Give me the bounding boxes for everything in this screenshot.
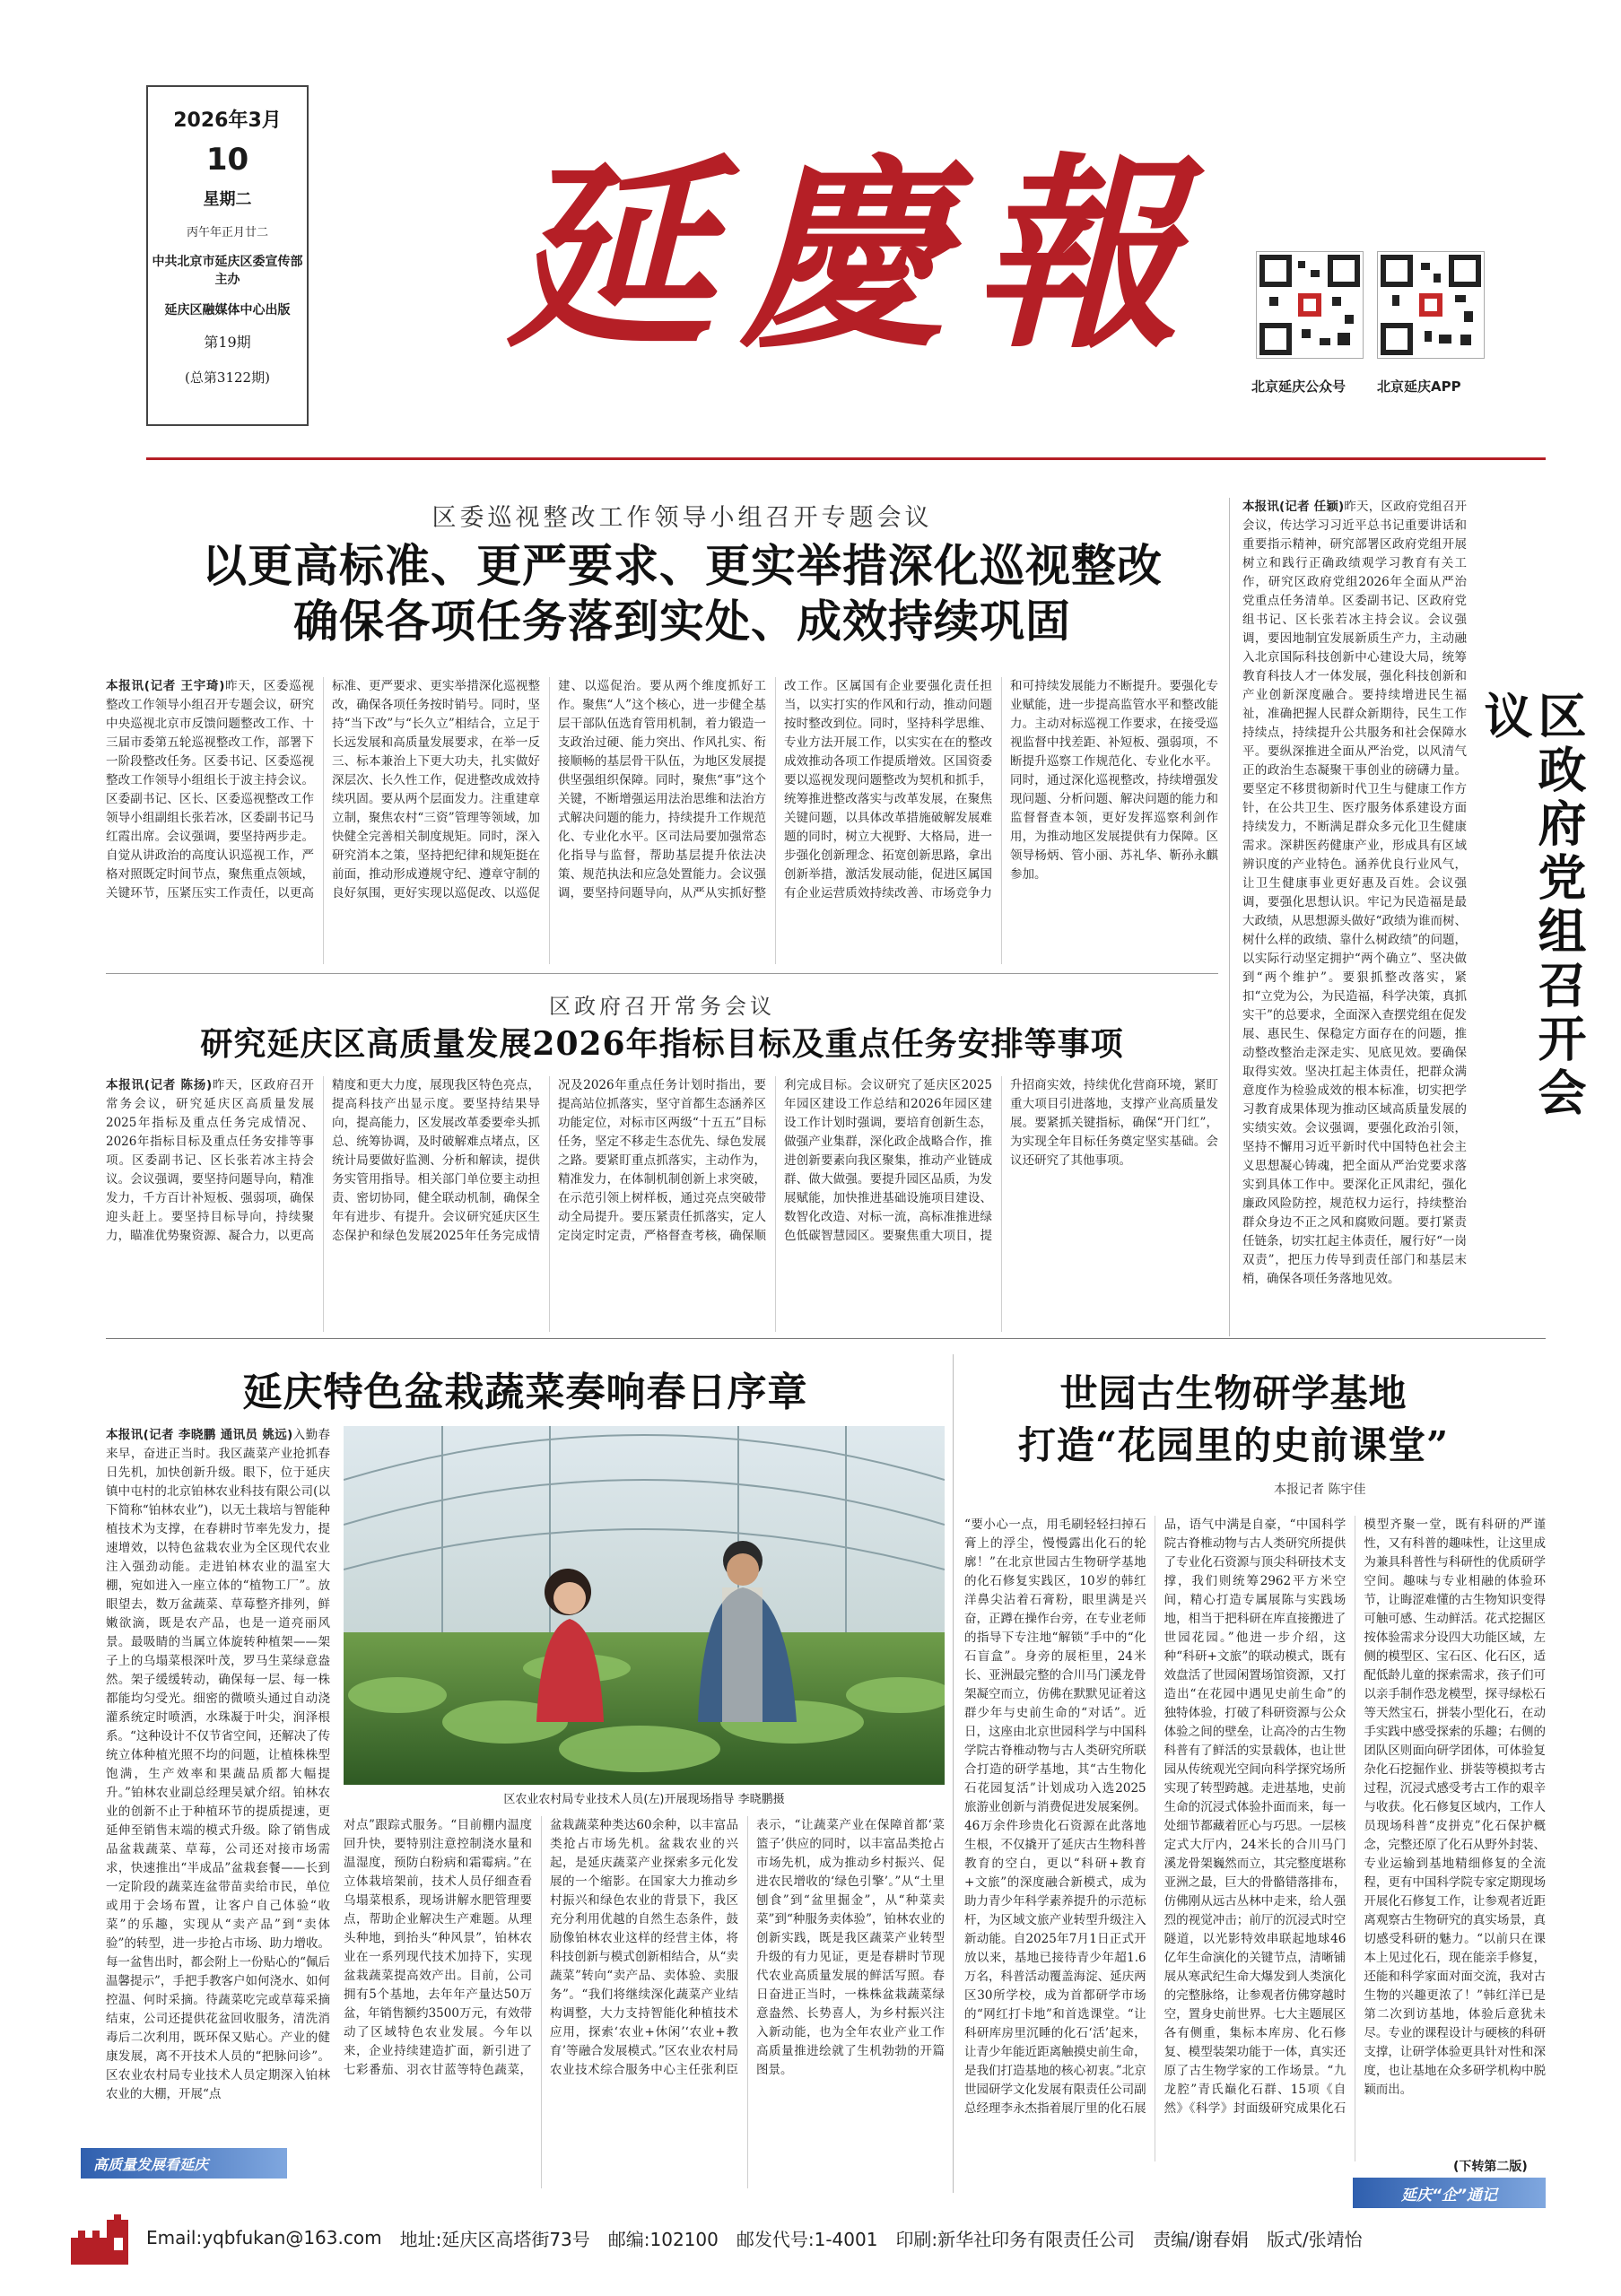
article4-byline: 本报讯(记者 李晓鹏 通讯员 姚远) xyxy=(106,1428,293,1442)
date-weekday: 星期二 xyxy=(203,190,252,209)
footer-distribution-code: 邮发代号:1-4001 xyxy=(736,2228,878,2250)
masthead-rule xyxy=(146,457,1546,460)
column-divider xyxy=(1229,498,1230,1336)
issue-number: 第19期 xyxy=(204,334,251,351)
article2-text: 昨天，区政府召开常务会议，研究延庆区高质量发展2025年指标及重点任务完成情况、2026年指标目标及重点任务安排等事项。区委副书记、区长张若冰主持会议。会议强调，要坚持问题导向，精准发力，千方百计补短板、强弱项，确保迎头赶上。要坚持目标导向，持续聚力，瞄准优势聚资源、凝合力，以更高精度和更大力度，展现我区特色亮点，提高科技产出显示度。要坚持结果导向，提高能力，区发展改革委要牵头抓总、统筹协调，及时破解难点堵点，区统计局要做好监测、分析和解读，提供务实管用指导。相关部门单位要主动担责、密切协同，健全联动机制，确保全年有进步、有提升。会议研究延庆区生态保护和绿色发展2025年任务完成情况及2026年重点任务计划时指出，要提高站位抓落实，坚守首都生态涵养区功能定位，对标市区两级“十五五”目标任务，坚定不移走生态优先、绿色发展之路。要紧盯重点抓落实，主动作为，精准发力，在体制机制创新上求突破，在示范引领上树样板，通过亮点突破带动全局提升。要压紧责任抓落实，定人定岗定时定责，严格督查考核，确保顺利完成目标。会议研究了延庆区2025年园区建设工作总结和2026年园区建设工作计划时强调，要培育创新生态，做强产业集群，深化政企战略合作，推进创新要素向我区聚集，推动产业链成群、做大做强。要提升园区品质，为发展赋能，加快推进基础设施项目建设、数智化改造、对标一流，高标准推进绿色低碳智慧园区。要聚焦重大项目，提升招商实效，持续优化营商环境，紧盯重大项目引进落地，支撑产业高质量发展。要紧抓关键指标，确保“开门红”，为实现全年目标任务奠定坚实基础。会议还研究了其他事项。 xyxy=(106,1078,1218,1243)
column-divider xyxy=(953,1354,954,2193)
qr-code-wechat[interactable] xyxy=(1256,251,1364,359)
total-issue-number: (总第3122期) xyxy=(185,370,270,386)
banner-left-text: 高质量发展看延庆 xyxy=(93,2155,209,2173)
date-lunar: 丙午年正月廿二 xyxy=(186,226,268,239)
article3-byline: 本报讯(记者 任颖) xyxy=(1242,500,1345,514)
footer xyxy=(146,2211,1546,2265)
publisher: 延庆区融媒体中心出版 xyxy=(164,303,291,317)
article1-headline-line2: 确保各项任务落到实处、成效持续巩固 xyxy=(293,595,1071,648)
date-box xyxy=(146,85,309,426)
footer-address: 地址:延庆区高塔街73号 xyxy=(399,2228,590,2250)
sponsor: 中共北京市延庆区委宣传部主办 xyxy=(152,255,303,287)
banner-enterprise xyxy=(1353,2178,1546,2208)
banner-right-text: 延庆“企”通记 xyxy=(1401,2186,1497,2205)
qr-label-app: 北京延庆APP xyxy=(1377,378,1461,395)
footer-email[interactable]: Email:yqbfukan@163.com xyxy=(146,2227,382,2248)
article1-text: 昨天，区委巡视整改工作领导小组召开专题会议，研究中央巡视北京市反馈问题整改工作、十三届市委第五轮巡视整改工作，部署下一阶段整改任务。区委书记、区委巡视整改工作领导小组组长于波主持会议。区委副书记、区长、区委巡视整改工作领导小组副组长张若冰，区委副书记马红霞出席。会议强调，要坚持两步走。自觉从讲政治的高度认识巡视工作，严格对照既定时间节点，聚焦重点领域，关键环节，压紧压实工作责任，以更高标准、更严要求、更实举措深化巡视整改，确保各项任务按时销号。同时，坚持“当下改”与“长久立”相结合，立足于长远发展和高质量发展要求，在举一反三、标本兼治上下更大功夫，扎实做好深层次、长久性工作，促进整改成效持续巩固。要从两个层面发力。注重建章立制，聚焦农村“三资”管理等领域，加快健全完善相关制度规矩。同时，深入研究消本之策，坚持把纪律和规矩挺在前面，推动形成遵规守纪、遵章守制的良好氛围，更好实现以巡促改、以巡促建、以巡促治。要从两个维度抓好工作。聚焦“人”这个核心，进一步健全基层干部队伍选育管用机制，着力锻造一支政治过硬、能力突出、作风扎实、衔接顺畅的基层骨干队伍，为地区发展提供坚强组织保障。同时，聚焦“事”这个关键，不断增强运用法治思维和法治方式解决问题的能力，持续提升工作规范化、专业化水平。区司法局要加强常态化指导与监督，帮助基层提升依法决策、规范执法和应急处置能力。会议强调，要坚持问题导向，从严从实抓好整改工作。区属国有企业要强化责任担当，以实打实的作风和行动，推动问题按时整改到位。同时，坚持科学思维、专业方法开展工作，以实实在在的整改成效推动各项工作提质增效。区国资委要以巡视发现问题整改为契机和抓手，统筹推进整改落实与改革发展，在聚焦关键问题，以具体改革措施破解发展难题的同时，树立大视野、大格局，进一步强化创新理念、拓宽创新思路，拿出创新举措，激活发展动能，促进区属国有企业运营质效持续改善、市场竞争力和可持续发展能力不断提升。要强化专业赋能，进一步提高监管水平和整改能力。主动对标巡视工作要求，在接受巡视监督中找差距、补短板、强弱项，不断提升巡察工作规范化、专业化水平。同时，通过深化巡视整改，持续增强发现问题、分析问题、解决问题的能力和监督督查本领，更好发挥巡察利剑作用，为推动地区发展提供有力保障。区领导杨炳、管小丽、苏礼华、靳孙永麒参加。 xyxy=(106,679,1218,900)
footer-printer: 印刷:新华社印务有限责任公司 xyxy=(895,2228,1136,2250)
article5-headline-line1: 世园古生物研学基地 xyxy=(1059,1371,1407,1415)
date-day: 10 xyxy=(205,142,249,178)
article2-headline: 研究延庆区高质量发展2026年指标目标及重点任务安排等事项 xyxy=(200,1025,1124,1063)
article2-body xyxy=(106,1076,1218,1332)
divider xyxy=(106,1338,1546,1339)
article4-body-left xyxy=(106,1426,330,2139)
article4-text-right: 对点”跟踪式服务。“目前棚内温度回升快，要特别注意控制浇水量和温湿度，预防白粉病和霜霉病。”在立体栽培架前，技术人员仔细查看乌塌菜根系，现场讲解水肥管理要点，帮助企业解决生产难题。从理头种地，到抬头“种风景”，铂林农业在一系列现代技术加持下，实现盆栽蔬菜提高效产出。目前，公司拥有5个基地，去年年产量达50万盆，年销售额约3500万元，有效带动了区域特色农业发展。今年以来，企业持续建造扩面，新引进了七彩番茄、羽衣甘蓝等特色蔬菜，盆栽蔬菜种类达60余种，以丰富品类抢占市场先机。盆栽农业的兴起，是延庆蔬菜产业探索多元化发展的一个缩影。在国家大力推动乡村振兴和绿色农业的背景下，我区充分利用优越的自然生态条件，鼓励像铂林农业这样的经营主体，将科技创新与模式创新相结合，从“卖蔬菜”转向“卖产品、卖体验、卖服务”。“我们将继续深化蔬菜产业结构调整，大力支持智能化种植技术应用，探索‘农业+休闲’‘农业+教育’等融合发展模式。”区农业农村局农业技术综合服务中心主任张利臣表示，“让蔬菜产业在保障首都‘菜篮子’供应的同时，以丰富品类抢占市场先机，成为推动乡村振兴、促进农民增收的‘绿色引擎’。”从“土里刨食”到“盆里掘金”，从“种菜卖菜”到“种服务卖体验”，铂林农业的创新实践，既是我区蔬菜产业转型升级的有力见证，更是春耕时节现代农业高质量发展的鲜活写照。春日奋进正当时，一株株盆栽蔬菜绿意盎然、长势喜人，为乡村振兴注入新动能，也为全年农业产业工作高质量推进绘就了生机勃勃的开篇图景。 xyxy=(344,1818,945,2077)
article2-byline: 本报讯(记者 陈扬) xyxy=(106,1078,213,1092)
article3-body xyxy=(1242,498,1467,1336)
article5-headline xyxy=(964,1368,1503,1472)
article5-byline: 本报记者 陈宇佳 xyxy=(1274,1483,1366,1497)
article4-text-left: 入勤春来早，奋进正当时。我区蔬菜产业抢抓春日先机，加快创新升级。眼下，位于延庆镇中屯村的北京铂林农业科技有限公司(以下简称“铂林农业”)，以无土栽培与智能种植技术为支撑，在春耕时节率先发力，提速增效，以特色盆栽农业为全区现代农业注入强劲动能。走进铂林农业的温室大棚，宛如进入一座立体的“植物工厂”。放眼望去，数万盆蔬菜、草莓整齐排列，鲜嫩欲滴，既是农产品，也是一道亮丽风景。最吸睛的当属立体旋转种植架——架子上的乌塌菜根深叶茂，罗马生菜绿意盎然。架子缓缓转动，确保每一层、每一株都能均匀受光。细密的微喷头通过自动浇灌系统定时喷洒，水珠凝于叶尖，润泽根系。“这种设计不仅节省空间，还解决了传统立体种植光照不均的问题，让植株株型饱满，生产效率和果蔬品质都大幅提升。”铂林农业副总经理吴斌介绍。铂林农业的创新不止于种植环节的提质提速，更延伸至销售末端的模式升级。除了销售成品盆栽蔬菜、草莓，公司还对接市场需求，快速推出“半成品”盆栽套餐——长到一定阶段的蔬菜连盆带苗卖给市民，单位或用于会场布置，让客户自己体验“收菜”的乐趣，实现从“卖产品”到“卖体验”的转型，进一步抢占市场、助力增收。每一盆售出时，都会附上一份贴心的“佩后温馨提示”，手把手教客户如何浇水、如何控温、何时采摘。待蔬菜吃完或草莓采摘结束，公司还提供花盆回收服务，清洗消毒后二次利用，既环保又贴心。产业的健康发展，离不开技术人员的“把脉问诊”。区农业农村局专业技术人员定期深入铂林农业的大棚，开展“点 xyxy=(106,1428,330,2101)
article1-byline: 本报讯(记者 王宇琦) xyxy=(106,679,225,693)
qr-code-app[interactable] xyxy=(1377,251,1485,359)
date-year-month: 2026年3月 xyxy=(173,109,282,132)
newspaper-logo xyxy=(444,135,1269,368)
article5-headline-line2: 打造“花园里的史前课堂” xyxy=(1017,1423,1450,1467)
article3-text: 昨天，区政府党组召开会议，传达学习习近平总书记重要讲话和重要指示精神，研究部署区政府党组开展树立和践行正确政绩观学习教育有关工作，研究区政府党组2026年全面从严治党重点任务清单。区委副书记、区政府党组书记、区长张若冰主持会议。会议强调，要因地制宜发展新质生产力，主动融入北京国际科技创新中心建设大局，统筹教育科技人才一体发展，强化科技创新和产业创新深度融合。要持续增进民生福祉，准确把握人民群众新期待，民生工作持续点，持续提升公共服务和社会保障水平。要纵深推进全面从严治党，以风清气正的政治生态凝聚干事创业的磅礴力量。要坚定不移贯彻新时代卫生与健康工作方针，在公共卫生、医疗服务体系建设方面持续发力，不断满足群众多元化卫生健康需求。深耕医药健康产业，形成具有区域辨识度的产业特色。涵养优良行业风气，让卫生健康事业更好惠及百姓。会议强调，要强化思想认识。牢记为民造福是最大政绩，从思想源头做好“政绩为谁而树、树什么样的政绩、靠什么树政绩”的问题，以实际行动坚定拥护“两个确立”、坚决做到“两个维护”。要狠抓整改落实，紧扣“立党为公，为民造福，科学决策，真抓实干”的总要求，全面深入查摆党组在促发展、惠民生、保稳定方面存在的问题，推动整改整治走深走实、见底见效。要确保取得实效。坚决扛起主体责任，把群众满意度作为检验成效的根本标准，切实把学习教育成果体现为推动区域高质量发展的实绩实效。会议强调，要强化政治引领，坚持不懈用习近平新时代中国特色社会主义思想凝心铸魂，把全面从严治党要求落实到具体工作中。要深化正风肃纪，强化廉政风险防控，规范权力运行，持续整治群众身边不正之风和腐败问题。要打紧责任链条，切实扛起主体责任，履行好“一岗双责”，把压力传导到责任部门和基层末梢，确保各项任务落地见效。 xyxy=(1242,500,1467,1286)
article4-headline: 延庆特色盆栽蔬菜奏响春日序章 xyxy=(242,1370,808,1415)
article5-text: “要小心一点，用毛刷轻轻扫掉石膏上的浮尘，慢慢露出化石的轮廓！”在北京世园古生物研学基地的化石修复实践区，10岁的韩红洋鼻尖沾着石膏粉，眼里满是兴奋，正蹲在操作台旁，在专业老师的指导下专注地“解锁”手中的“化石盲盒”。身旁的展柜里，24米长、亚洲最完整的合川马门溪龙骨架凝空而立，仿佛在默默见证着这群少年与史前生命的“对话”。近日，这座由北京世园科学与中国科学院古脊椎动物与古人类研究所联合打造的研学基地，其“古生物化石花园复活”计划成功入选2025旅游业创新与消费促进发展案例。46万余件珍贵化石资源在此落地生根，不仅撬开了延庆古生物科普教育的空白，更以“科研+教育+文旅”的深度融合新模式，成为助力青少年科学素养提升的示范标杆，为区域文旅产业转型升级注入新动能。自2025年7月1日正式开放以来，基地已接待青少年超1.6万名，科普活动覆盖海淀、延庆两区30所学校，成为首都研学市场的“网红打卡地”和首选课堂。“让科研库房里沉睡的化石‘活’起来，让青少年能近距离触摸史前生命，是我们打造基地的核心初衷。”北京世园研学文化发展有限责任公司副总经理李永杰指着展厅里的化石展品，语气中满是自豪，“中国科学院古脊椎动物与古人类研究所提供了专业化石资源与顶尖科研技术支撑，我们则统筹2962平方米空间，精心打造专属展陈与实践场地，相当于把科研在库直接搬进了世园花园。”他进一步介绍，这种“科研+文旅”的联动模式，既有效盘活了世园闲置场馆资源，又打造出“在花园中遇见史前生命”的独特体验，打破了科研资源与公众体验之间的壁垒，让高冷的古生物科普有了鲜活的实景载体，也让世园从传统观光空间向科学探究场所实现了转型跨越。走进基地，史前生命的沉浸式体验扑面而来，每一处细节都藏着匠心与巧思。一层核定式大厅内，24米长的合川马门溪龙骨架巍然而立，其完整度堪称亚洲之最，巨大的骨骼错落排布，仿佛刚从远古丛林中走来，给人强烈的视觉冲击；前厅的沉浸式时空隧道，以光影特效串联起地球46亿年生命演化的关键节点，清晰铺展从寒武纪生命大爆发到人类演化的完整脉络，让参观者仿佛穿越时空，置身史前世界。七大主题展区各有侧重，集标本库房、化石修复、模型装架功能于一体，真实还原了古生物学家的工作场景。“九龙腔”青氏巅化石群、15项《自然》《科学》封面级研究成果化石模型齐聚一堂，既有科研的严谨性，又有科普的趣味性，让这里成为兼具科普性与科研性的优质研学空间。趣味与专业相融的体验环节，让晦涩难懂的古生物知识变得可触可感、生动鲜活。花式挖掘区按体验需求分设四大功能区域，左侧的模型区、宝石区、化石区，适配低龄儿童的探索需求，孩子们可以亲手制作恐龙模型，探寻绿松石等天然宝石，拼装小型化石，在动手实践中感受探索的乐趣；右侧的团队区则面向研学团体，可体验复杂化石挖掘作业、拼装等模拟考古过程，沉浸式感受考古工作的艰辛与收获。化石修复区域内，工作人员现场科普“皮拼克”化石保护概念，完整还原了化石从野外封装、专业运输到基地精细修复的全流程，更有中国科学院专家定期现场开展化石修复工作，让参观者近距离观察古生物研究的真实场景，真切感受科研的魅力。“以前只在课本上见过化石，现在能亲手修复，还能和科学家面对面交流，我对古生物的兴趣更浓了！”韩红洋已是第二次到访基地，体验后意犹未尽。专业的课程设计与硬核的科研支撑，让研学体验更具针对性和深度，也让基地在众多研学机构中脱颖而出。 xyxy=(964,1518,1546,2116)
great-wall-icon xyxy=(67,2202,139,2274)
article5-body xyxy=(964,1516,1546,2161)
article2-kicker: 区政府召开常务会议 xyxy=(549,994,775,1019)
article5-continued: (下转第二版) xyxy=(1453,2160,1528,2174)
article4-body-right xyxy=(344,1816,945,2188)
footer-postcode: 邮编:102100 xyxy=(607,2228,719,2250)
divider xyxy=(106,973,1218,974)
article4-photo xyxy=(344,1426,945,1785)
article1-headline-line1: 以更高标准、更严要求、更实举措深化巡视整改 xyxy=(202,539,1163,592)
article4-photo-caption: 区农业农村局专业技术人员(左)开展现场指导 李晓鹏摄 xyxy=(503,1793,785,1806)
article1-kicker: 区委巡视整改工作领导小组召开专题会议 xyxy=(431,504,933,532)
article1-body xyxy=(106,677,1218,964)
logo-text: 延慶報 xyxy=(507,135,1207,368)
qr-label-wechat: 北京延庆公众号 xyxy=(1251,378,1346,395)
footer-layout: 版式/张靖怡 xyxy=(1266,2228,1363,2250)
footer-editor: 责编/谢春娟 xyxy=(1153,2228,1249,2250)
article3-vertical-headline: 区政府党组召开会议 xyxy=(1477,691,1588,1121)
banner-high-quality-development xyxy=(81,2148,287,2179)
article1-headline xyxy=(146,538,1218,649)
